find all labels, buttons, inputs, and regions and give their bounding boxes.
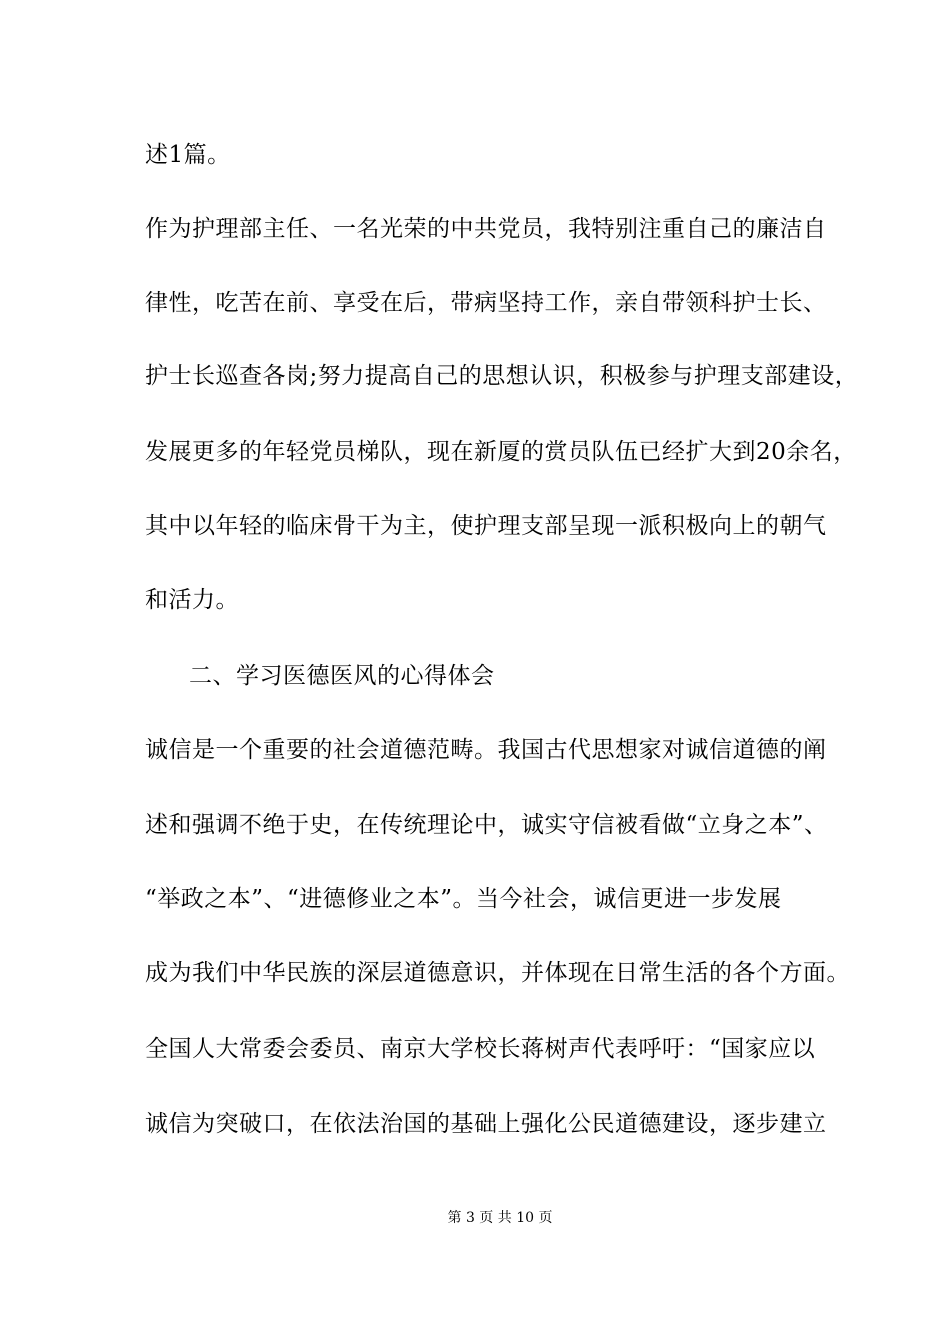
- text-line: 护士长巡查各岗;努力提高自己的思想认识，积极参与护理支部建设，: [145, 363, 859, 389]
- text-line: 全国人大常委会委员、南京大学校长蒋树声代表呼吁：“国家应以: [145, 1036, 816, 1062]
- text-line: 成为我们中华民族的深层道德意识，并体现在日常生活的各个方面。: [145, 960, 850, 986]
- text-line: 诚信是一个重要的社会道德范畴。我国古代思想家对诚信道德的阐: [145, 737, 827, 763]
- page-number: 第 3 页 共 10 页: [447, 1210, 553, 1226]
- text-line: 作为护理部主任、一名光荣的中共党员，我特别注重自己的廉洁自: [145, 216, 827, 242]
- text-line: 和活力。: [145, 587, 239, 613]
- page-footer: [0, 1208, 950, 1228]
- text-line: 律性，吃苦在前、享受在后，带病坚持工作，亲自带领科护士长、: [145, 290, 827, 316]
- section-heading: 二、学习医德医风的心得体会: [189, 663, 495, 689]
- text-line: 述和强调不绝于史，在传统理论中，诚实守信被看做“立身之本”、: [145, 812, 828, 838]
- text-line: 诚信为突破口，在依法治国的基础上强化公民道德建设，逐步建立: [145, 1111, 827, 1137]
- text-line: 述1篇。: [145, 142, 231, 168]
- text-line: “举政之本”、“进德修业之本”。当今社会，诚信更进一步发展: [145, 886, 782, 912]
- text-line: 发展更多的年轻党员梯队，现在新厦的赏员队伍已经扩大到20余名，: [145, 439, 857, 465]
- text-line: 其中以年轻的临床骨干为主，使护理支部呈现一派积极向上的朝气: [145, 513, 827, 539]
